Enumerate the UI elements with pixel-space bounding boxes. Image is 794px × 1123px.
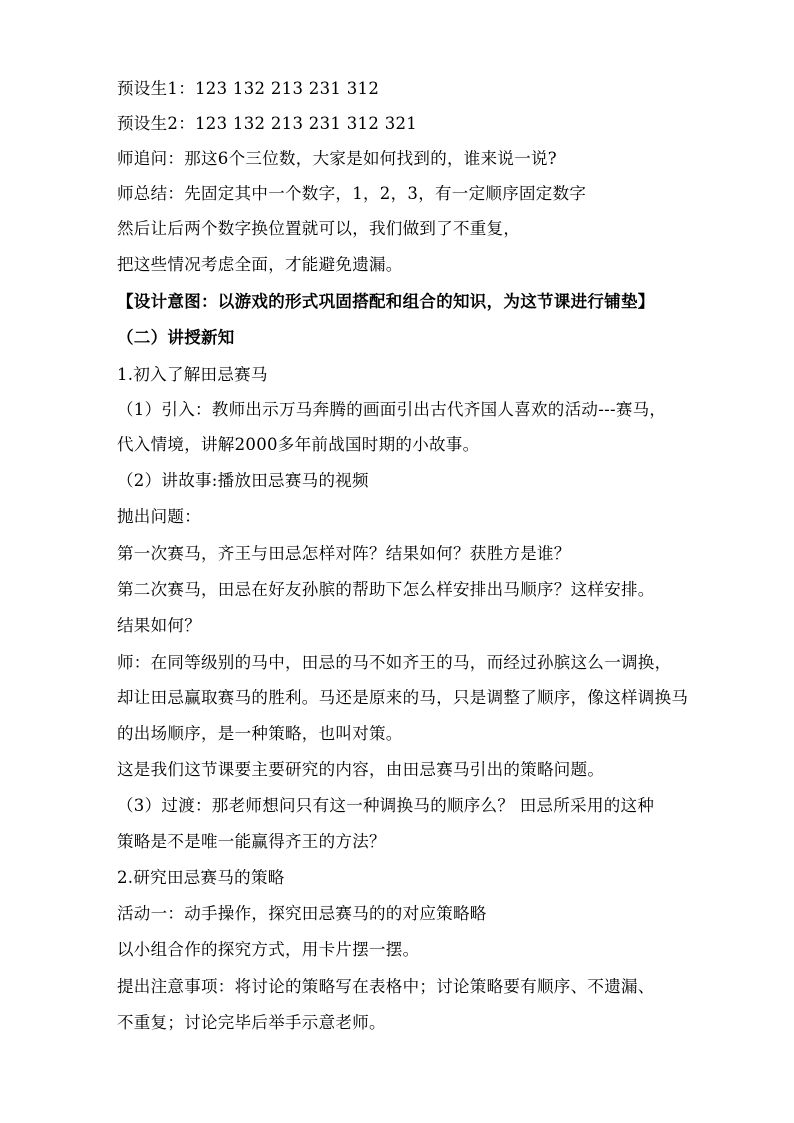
text-line-teacher-question: 师追问：那这6个三位数，大家是如何找到的，谁来说一说? <box>117 149 557 168</box>
text-line-story: （2）讲故事:播放田忌赛马的视频 <box>117 471 369 490</box>
text-line-intro: （1）引入：教师出示万马奔腾的画面引出古代齐国人喜欢的活动---赛马， <box>117 400 667 419</box>
text-line-teacher-explain-cont-2: 的出场顺序，是一种策略，也叫对策。 <box>117 724 403 743</box>
text-line-preset-student-2: 预设生2：123 132 213 231 312 321 <box>117 114 418 133</box>
design-intent: 【设计意图：以游戏的形式巩固搭配和组合的知识，为这节课进行铺垫】 <box>117 292 655 311</box>
text-line-activity-one: 活动一：动手操作，探究田忌赛马的的对应策略略 <box>117 904 487 923</box>
text-line-teacher-explain-cont-1: 却让田忌赢取赛马的胜利。马还是原来的马，只是调整了顺序，像这样调换马 <box>117 688 689 707</box>
subheading-intro-tianji: 1.初入了解田忌赛马 <box>117 365 268 384</box>
text-line-teacher-explain: 师：在同等级别的马中，田忌的马不如齐王的马，而经过孙膑这么一调换， <box>117 653 672 672</box>
text-line-notes: 提出注意事项：将讨论的策略写在表格中；讨论策略要有顺序、不遗漏、 <box>117 977 655 996</box>
text-line-raise-question: 抛出问题： <box>117 507 201 526</box>
text-line-preset-student-1: 预设生1：123 132 213 231 312 <box>117 79 380 98</box>
text-line-notes-cont: 不重复；讨论完毕后举手示意老师。 <box>117 1013 386 1032</box>
text-line-second-race: 第二次赛马，田忌在好友孙膑的帮助下怎么样安排出马顺序？这样安排。 <box>117 580 655 599</box>
text-line-teacher-summary: 师总结：先固定其中一个数字，1，2，3，有一定顺序固定数字 <box>117 184 587 203</box>
text-line-transition-cont: 策略是不是唯一能赢得齐王的方法？ <box>117 832 386 851</box>
section-heading-new-knowledge: （二）讲授新知 <box>117 328 235 347</box>
text-line-group-work: 以小组合作的探究方式，用卡片摆一摆。 <box>117 940 420 959</box>
text-line-intro-cont: 代入情境，讲解2000多年前战国时期的小故事。 <box>117 435 480 454</box>
text-line-summary-cont-1: 然后让后两个数字换位置就可以，我们做到了不重复， <box>117 219 521 238</box>
subheading-study-strategy: 2.研究田忌赛马的策略 <box>117 868 285 887</box>
text-line-lesson-focus: 这是我们这节课要主要研究的内容，由田忌赛马引出的策略问题。 <box>117 760 605 779</box>
text-line-summary-cont-2: 把这些情况考虑全面，才能避免遗漏。 <box>117 255 403 274</box>
text-line-transition: （3）过渡：那老师想问只有这一种调换马的顺序么？ 田忌所采用的这种 <box>117 796 655 815</box>
text-line-second-race-cont: 结果如何？ <box>117 616 201 635</box>
text-line-first-race: 第一次赛马，齐王与田忌怎样对阵？结果如何？获胜方是谁？ <box>117 544 571 563</box>
